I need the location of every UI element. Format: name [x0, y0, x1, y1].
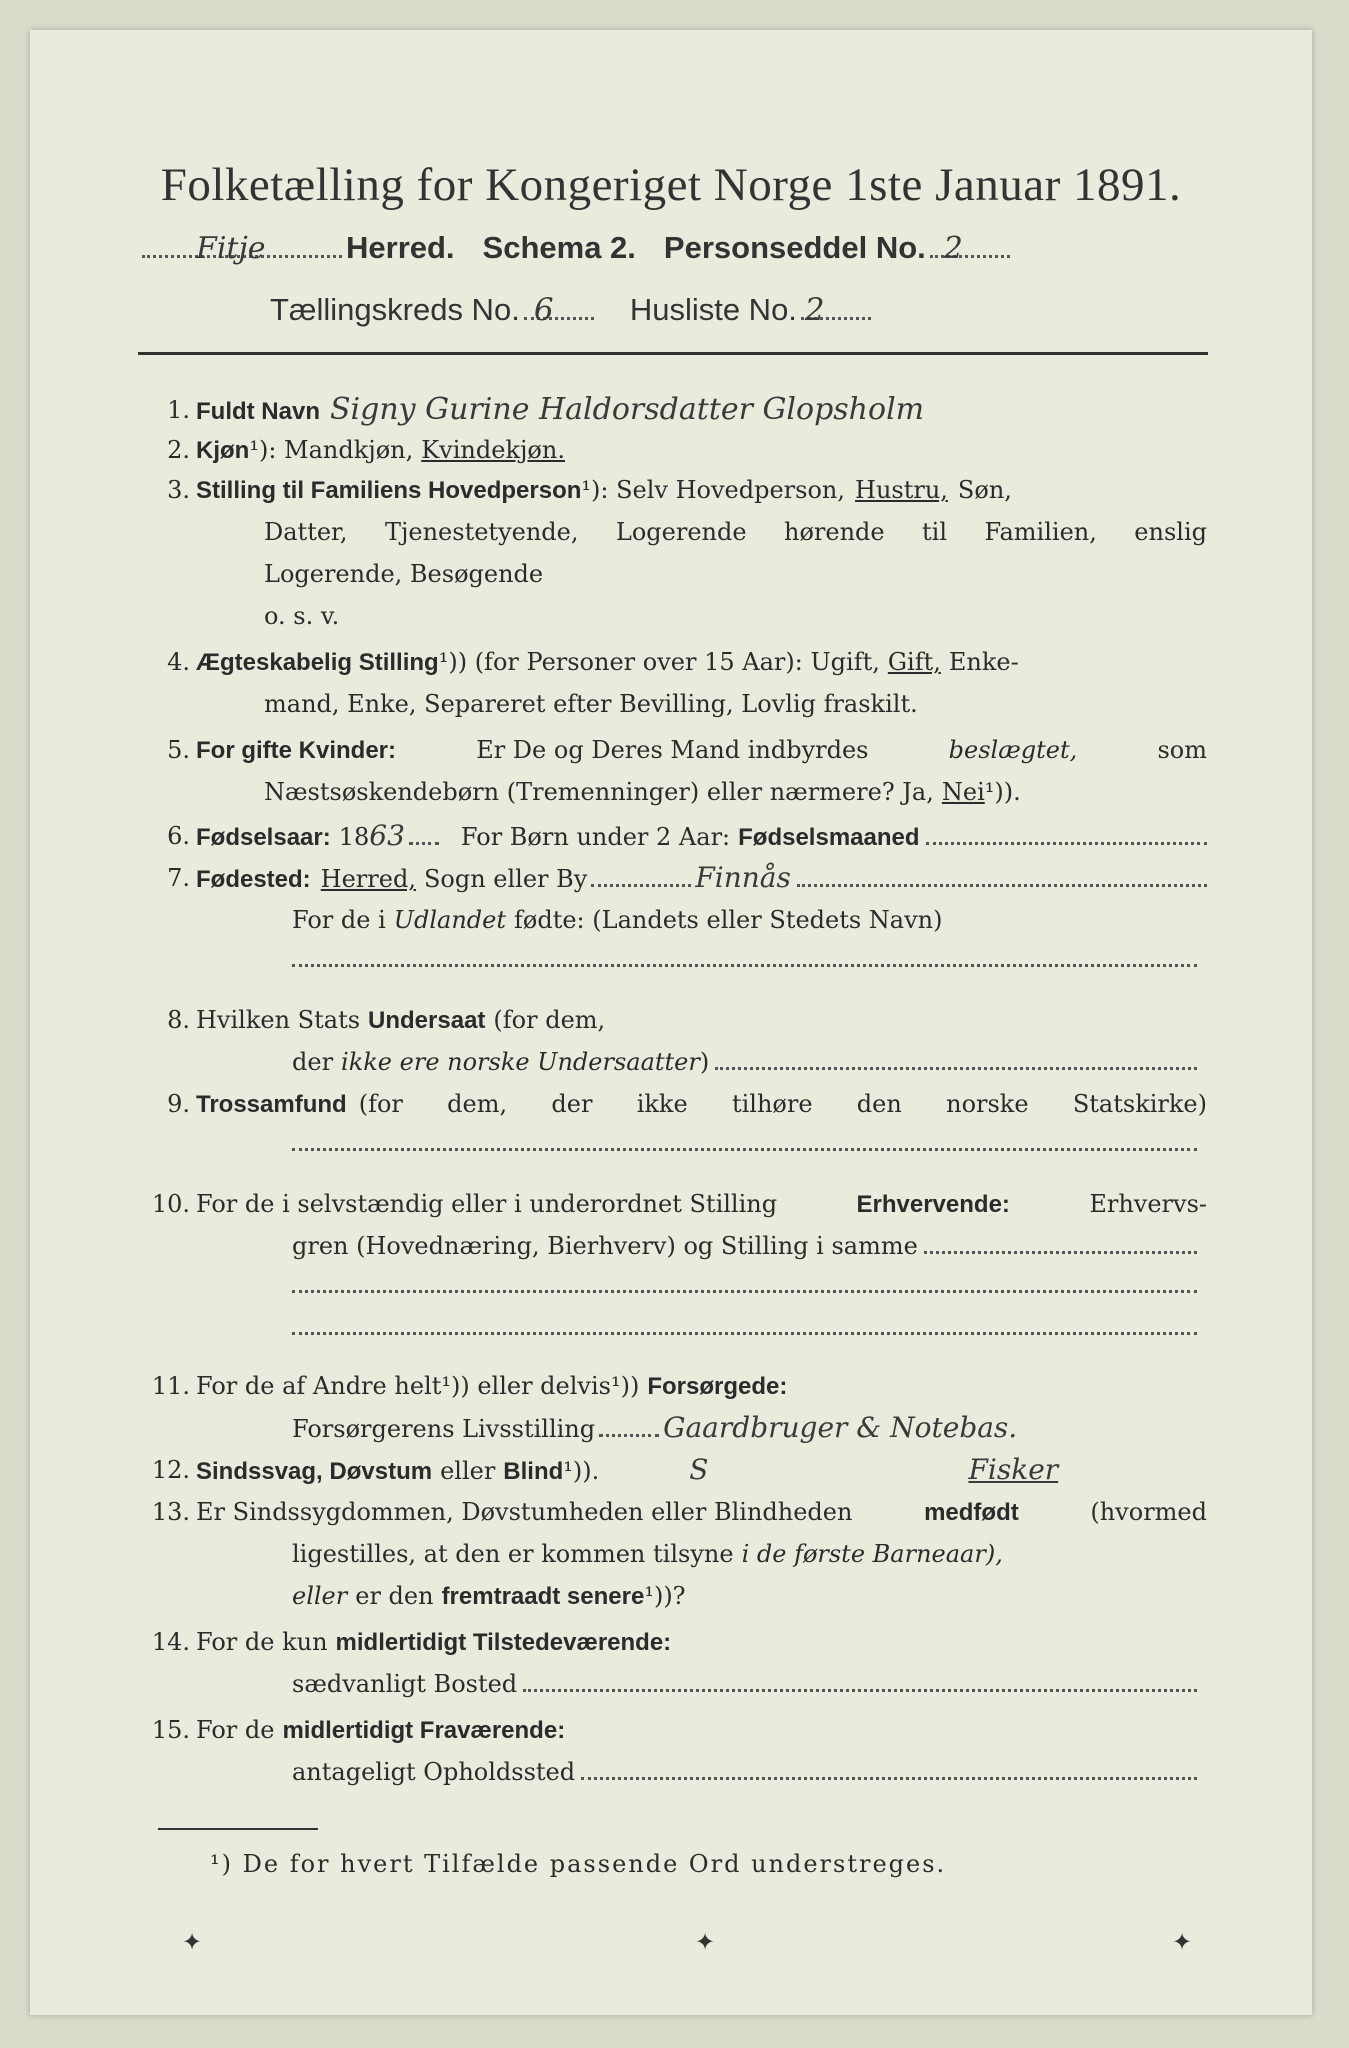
item-number: 11. [151, 1372, 190, 1400]
label: Kjøn [196, 437, 250, 464]
label: Næstsøskendebørn (Tremenninger) eller nærmere? Ja, [264, 778, 934, 806]
item-text [196, 1184, 1207, 1225]
item-text: der ikke ere norske Undersaatter ) [292, 1042, 1197, 1082]
leader [599, 1412, 659, 1437]
position-value: Hustru, [855, 476, 948, 504]
leader [292, 1310, 1197, 1335]
item-number: 14. [151, 1628, 190, 1656]
item-text [292, 1752, 1197, 1792]
item-text [196, 1710, 1207, 1751]
label: For gifte Kvinder: [196, 737, 397, 764]
item-number: 10. [151, 1190, 190, 1218]
label: i de første Barneaar), [741, 1540, 1003, 1568]
item-14-cont [30, 1664, 1312, 1704]
label: Erhvervs- [1089, 1190, 1207, 1218]
footnote-ref: ¹) [441, 1372, 461, 1400]
related-value: Nei [941, 778, 985, 806]
item-text [264, 772, 1207, 812]
schema-label: Schema 2. [482, 230, 636, 265]
label: Udlandet [393, 906, 507, 934]
footnote-ref: ¹) [438, 648, 458, 676]
item-11-cont [30, 1408, 1312, 1448]
item-4 [30, 642, 1312, 682]
item-text [292, 900, 1207, 940]
item-number: 12. [151, 1456, 190, 1484]
item-13 [30, 1492, 1312, 1532]
label: ). [1003, 778, 1021, 806]
label: Stilling til Familiens Hovedperson [196, 477, 582, 504]
leader [292, 942, 1197, 967]
item-text [264, 512, 1207, 552]
footnote-ref: ¹) [984, 778, 1004, 806]
label: ) [629, 1372, 640, 1400]
label: (for dem, [493, 1006, 606, 1034]
item-number: 9. [167, 1090, 190, 1118]
footnote-ref: ¹) [563, 1457, 583, 1485]
item-number: 6. [167, 822, 190, 850]
footnote-rule [158, 1828, 318, 1830]
label: der [292, 1048, 334, 1076]
label: Erhvervende: [856, 1191, 1010, 1218]
item-14 [30, 1622, 1312, 1662]
label: For de i [292, 906, 386, 934]
item-7-fill [30, 942, 1312, 982]
leader [591, 862, 691, 887]
item-text [292, 1310, 1197, 1335]
herred-value: Fitje [196, 231, 266, 266]
item-text [292, 1664, 1197, 1704]
item-3-cont3 [30, 596, 1312, 636]
item-3-cont2 [30, 554, 1312, 594]
item-10 [30, 1184, 1312, 1224]
item-number: 1. [167, 396, 190, 424]
label: Ægteskabelig Stilling [196, 649, 439, 676]
item-text [196, 858, 1207, 900]
kreds-line [270, 292, 1170, 337]
item-text [196, 1084, 1207, 1125]
label: antageligt Opholdssted [292, 1758, 576, 1786]
item-number: 5. [167, 736, 190, 764]
item-1 [30, 390, 1312, 430]
footnote [210, 1850, 946, 1878]
label: Logerende, Besøgende [264, 560, 544, 588]
leader [797, 862, 1207, 887]
taellingskreds-value: 6 [533, 292, 554, 328]
label: Forsørgede: [647, 1373, 788, 1400]
label: Søn, [957, 476, 1012, 504]
item-number: 13. [151, 1498, 190, 1526]
label: Fødselsaar: [196, 824, 331, 851]
punch-mark-icon: ✦ [1172, 1928, 1193, 1956]
personseddel-leader [930, 233, 1010, 258]
label: 18 [338, 823, 370, 851]
item-text [196, 430, 1207, 471]
label: (for dem, der ikke tilhøre den norske Statskirke) [358, 1090, 1207, 1118]
item-text [292, 1268, 1197, 1293]
item-10-fill2 [30, 1310, 1312, 1350]
label: mand, Enke, Separeret efter Bevilling, Lovlig fraskilt. [264, 690, 918, 718]
item-text [196, 1366, 1207, 1407]
label: For de i selvstændig eller i underordnet Stilling [196, 1190, 778, 1218]
marital-value: Gift, [887, 648, 941, 676]
label: For Børn under 2 Aar: [460, 823, 731, 851]
label: eller [440, 1457, 496, 1485]
item-13-cont2 [30, 1576, 1312, 1616]
occupation-addition-value: Fisker [968, 1453, 1059, 1486]
label: ) (for Personer over 15 Aar): Ugift, [457, 648, 880, 676]
herred-label: Herred. [346, 230, 455, 265]
item-10-fill [30, 1268, 1312, 1308]
item-text [196, 816, 1207, 858]
leader [581, 1755, 1197, 1780]
birth-year-value: 63 [369, 819, 405, 852]
item-7 [30, 858, 1312, 898]
provider-occupation-value: Gaardbruger & Notebas. [663, 1411, 1018, 1444]
label: sædvanligt Bosted [292, 1670, 518, 1698]
item-9-fill [30, 1126, 1312, 1166]
disability-value: S [689, 1453, 709, 1486]
item-11 [30, 1366, 1312, 1406]
label: som [1157, 736, 1207, 764]
footnote-ref: ¹) [610, 1372, 630, 1400]
item-number: 15. [151, 1716, 190, 1744]
label: Blind [503, 1458, 564, 1485]
item-15 [30, 1710, 1312, 1750]
item-number: 4. [167, 648, 190, 676]
item-text [196, 470, 1207, 511]
item-7-cont [30, 900, 1312, 940]
punch-mark-icon: ✦ [695, 1928, 716, 1956]
label: Er De og Deres Mand indbyrdes [476, 736, 869, 764]
label: : Selv Hovedperson, [600, 476, 846, 504]
footnote-mark: ¹ [210, 1850, 222, 1878]
item-text [196, 1622, 1207, 1663]
label: Fuldt Navn [196, 398, 320, 425]
item-text [196, 1492, 1207, 1533]
leader [715, 1045, 1197, 1070]
taellingskreds-label: Tællingskreds No. [270, 292, 520, 327]
item-6 [30, 816, 1312, 856]
label: ) eller delvis [460, 1372, 611, 1400]
label: medfødt [924, 1499, 1019, 1526]
label: er den [355, 1582, 434, 1610]
header-rule [138, 352, 1208, 355]
label: : Mandkjøn, [268, 436, 414, 464]
label: ). [582, 1457, 600, 1485]
leader [924, 1229, 1197, 1254]
herred-line [138, 230, 1208, 275]
item-3-cont [30, 512, 1312, 552]
label: Hvilken Stats [196, 1006, 361, 1034]
label: ikke ere norske Undersaatter [341, 1048, 700, 1076]
personseddel-label: Personseddel No. [663, 230, 926, 265]
item-12 [30, 1450, 1312, 1490]
label: o. s. v. [264, 602, 340, 630]
label: )? [663, 1582, 686, 1610]
label: Trossamfund [196, 1091, 347, 1118]
item-4-cont [30, 684, 1312, 724]
label: ligestilles, at den er kommen tilsyne [292, 1540, 734, 1568]
label: beslægtet, [948, 736, 1078, 764]
item-15-cont [30, 1752, 1312, 1792]
item-5 [30, 730, 1312, 770]
footnote-ref: ¹) [249, 436, 269, 464]
label: fødte: (Landets eller Stedets Navn) [514, 906, 943, 934]
footnote-text: ) De for hvert Tilfælde passende Ord understreges. [221, 1850, 947, 1878]
birthplace-type-value: Herred, [320, 865, 416, 893]
husliste-value: 2 [804, 292, 825, 328]
item-5-cont [30, 772, 1312, 812]
label: Fødselsmaaned [738, 824, 920, 851]
item-9 [30, 1084, 1312, 1124]
label: Undersaat [368, 1007, 486, 1034]
item-text [292, 1534, 1207, 1574]
item-text [196, 390, 1207, 432]
item-text [292, 1576, 1207, 1617]
item-text [196, 730, 1207, 771]
item-8-cont [30, 1042, 1312, 1082]
item-number: 8. [167, 1006, 190, 1034]
husliste-label: Husliste No. [629, 292, 797, 327]
item-number: 2. [167, 436, 190, 464]
label: For de [196, 1716, 275, 1744]
label: gren (Hovednæring, Bierhverv) og Stilling i samme [292, 1232, 918, 1260]
item-text [292, 942, 1197, 967]
label: Datter, Tjenestetyende, Logerende hørende til Familien, enslig [264, 518, 1207, 546]
label: For de kun [196, 1628, 328, 1656]
leader [292, 1268, 1197, 1293]
census-form [30, 30, 1312, 2015]
leader [292, 1126, 1197, 1151]
leader [409, 820, 439, 845]
label: Forsørgerens Livsstilling [292, 1415, 596, 1443]
item-text [196, 1000, 1207, 1041]
item-text [292, 1126, 1197, 1151]
name-value: Signy Gurine Haldorsdatter Glopsholm [330, 392, 925, 427]
item-2 [30, 430, 1312, 470]
item-number: 3. [167, 476, 190, 504]
item-number: 7. [167, 864, 190, 892]
birthplace-value: Finnås [695, 861, 791, 894]
item-8 [30, 1000, 1312, 1040]
leader [523, 1667, 1197, 1692]
label: midlertidigt Tilstedeværende: [335, 1629, 672, 1656]
label: Sogn eller By [423, 865, 588, 893]
label: Er Sindssygdommen, Døvstumheden eller Blindheden [196, 1498, 853, 1526]
form-title: Folketælling for Kongeriget Norge 1ste Januar 1891. [160, 159, 1182, 211]
item-text [292, 1226, 1197, 1266]
label: Enke- [948, 648, 1019, 676]
footnote-ref: ¹) [581, 476, 601, 504]
label: fremtraadt senere [441, 1583, 645, 1610]
item-text [292, 1408, 1242, 1449]
item-text [196, 642, 1207, 683]
personseddel-value: 2 [943, 231, 963, 266]
label: midlertidigt Fraværende: [282, 1717, 566, 1744]
label: eller [292, 1582, 348, 1610]
item-10-cont [30, 1226, 1312, 1266]
sex-value: Kvindekjøn. [421, 436, 565, 464]
label: Fødested: [196, 866, 311, 893]
label: (hvormed [1090, 1498, 1207, 1526]
item-13-cont [30, 1534, 1312, 1574]
label: For de af Andre helt [196, 1372, 442, 1400]
punch-mark-icon: ✦ [182, 1928, 203, 1956]
item-3 [30, 470, 1312, 510]
item-text [196, 1450, 1242, 1492]
footnote-ref: ¹) [644, 1582, 664, 1610]
leader [926, 820, 1207, 845]
label: Sindssvag, Døvstum [196, 1458, 433, 1485]
